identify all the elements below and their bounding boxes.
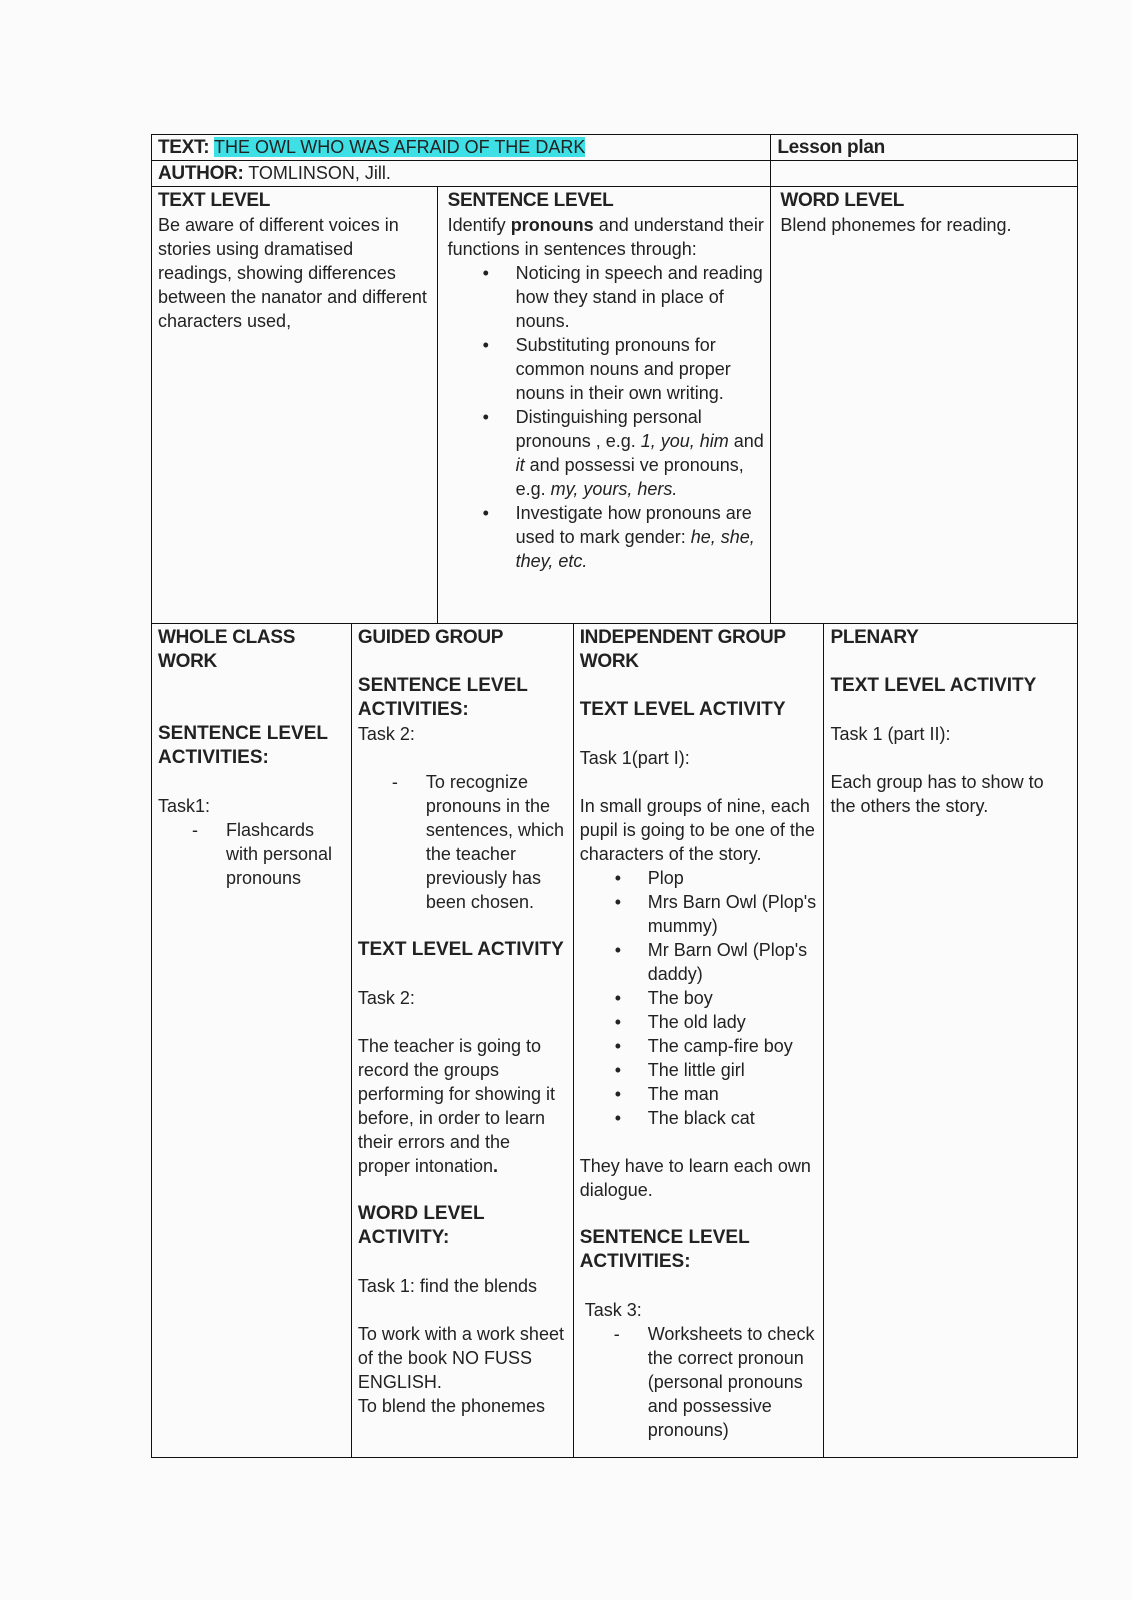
guided-task-3: Task 1: find the blends — [357, 1276, 538, 1296]
word-level-title: WORD LEVEL — [780, 190, 905, 211]
plenary-sub-text: TEXT LEVEL ACTIVITY — [830, 675, 1037, 696]
list-item: • The old lady — [648, 1010, 818, 1034]
independent-paragraph-1: In small groups of nine, each pupil is going to be one of the characters of the story. — [579, 796, 815, 864]
text-level-body: Be aware of different voices in stories using dramatised readings, showing differences between the nanator and different characters used, — [158, 215, 427, 331]
list-item: • Mr Barn Owl (Plop's daddy) — [648, 938, 818, 986]
whole-class-cell — [152, 624, 352, 1458]
guided-paragraph-3: To work with a work sheet of the book NO FUSS ENGLISH. — [357, 1324, 564, 1392]
independent-paragraph-2: They have to learn each own dialogue. — [579, 1156, 811, 1200]
author-label: AUTHOR: — [158, 163, 244, 184]
author-empty-cell — [771, 161, 1078, 187]
sentence-level-cell — [437, 187, 771, 624]
list-item: • The black cat — [648, 1106, 818, 1130]
guided-task-2: Task 2: — [357, 988, 415, 1008]
whole-class-title: WHOLE CLASS WORK — [158, 627, 296, 672]
list-item: • Noticing in speech and reading how they stand in place of nouns. — [516, 261, 765, 333]
plenary-title: PLENARY — [830, 627, 919, 648]
independent-task-2: Task 3: — [584, 1300, 642, 1320]
word-level-body: Blend phonemes for reading. — [780, 215, 1012, 235]
list-item: • Mrs Barn Owl (Plop's mummy) — [648, 890, 818, 938]
guided-paragraph-4: To blend the phonemes — [357, 1396, 546, 1416]
guided-task-1: Task 2: — [357, 724, 415, 744]
independent-task-1: Task 1(part I): — [579, 748, 690, 768]
characters-list — [580, 866, 818, 1130]
list-item: • Plop — [648, 866, 818, 890]
activities-table — [151, 623, 1078, 1458]
list-item: • Investigate how pronouns are used to mark gender: he, she, they, etc. — [516, 501, 765, 573]
text-title: THE OWL WHO WAS AFRAID OF THE DARK — [213, 137, 586, 157]
text-level-cell — [152, 187, 438, 624]
independent-group-title: INDEPENDENT GROUP WORK — [579, 627, 786, 672]
list-item: • The little girl — [648, 1058, 818, 1082]
text-title-cell — [152, 135, 771, 161]
lesson-plan-header-table — [151, 134, 1078, 624]
sentence-level-intro: Identify pronouns and understand their functions in sentences through: — [447, 215, 764, 259]
plenary-cell — [824, 624, 1078, 1458]
whole-class-task: Task1: — [158, 796, 211, 816]
independent-list — [580, 1322, 818, 1442]
text-label: TEXT: — [158, 137, 210, 158]
guided-paragraph-2: The teacher is going to record the groups performing for showing it before, in order to learn their errors and the proper intonation. — [357, 1036, 555, 1176]
guided-sub-text: TEXT LEVEL ACTIVITY — [357, 939, 564, 960]
whole-class-list — [158, 818, 345, 890]
list-item: • The man — [648, 1082, 818, 1106]
list-item: • The boy — [648, 986, 818, 1010]
list-item: - To recognize pronouns in the sentences, which the teacher previously has been chosen. — [426, 770, 567, 914]
plenary-task: Task 1 (part II): — [830, 724, 951, 744]
lesson-plan-cell — [771, 135, 1078, 161]
list-item: • Distinguishing personal pronouns , e.g. 1, you, him and it and possessi ve pronouns, e.g. my, yours, hers. — [516, 405, 765, 501]
guided-group-title: GUIDED GROUP — [357, 627, 504, 648]
independent-sub-sentence: SENTENCE LEVEL ACTIVITIES: — [579, 1227, 750, 1272]
plenary-paragraph: Each group has to show to the others the story. — [830, 772, 1044, 816]
list-item: • Substituting pronouns for common nouns and proper nouns in their own writing. — [516, 333, 765, 405]
guided-list — [358, 770, 567, 914]
sentence-level-list — [448, 261, 765, 573]
independent-sub-text: TEXT LEVEL ACTIVITY — [579, 699, 786, 720]
author-cell — [152, 161, 771, 187]
list-item: - Flashcards with personal pronouns — [226, 818, 345, 890]
text-level-title: TEXT LEVEL — [158, 190, 271, 211]
list-item: - Worksheets to check the correct pronoun (personal pronouns and possessive pronouns) — [648, 1322, 818, 1442]
list-item: • The camp-fire boy — [648, 1034, 818, 1058]
guided-sub-sentence: SENTENCE LEVEL ACTIVITIES: — [357, 675, 528, 720]
word-level-cell — [771, 187, 1078, 624]
guided-group-cell — [351, 624, 573, 1458]
sentence-level-title: SENTENCE LEVEL — [447, 190, 614, 211]
guided-sub-word: WORD LEVEL ACTIVITY: — [357, 1203, 485, 1248]
author-name: TOMLINSON, Jill. — [248, 163, 391, 183]
whole-class-sub: SENTENCE LEVEL ACTIVITIES: — [158, 723, 328, 768]
independent-group-cell — [573, 624, 824, 1458]
lesson-plan-label: Lesson plan — [777, 137, 885, 158]
